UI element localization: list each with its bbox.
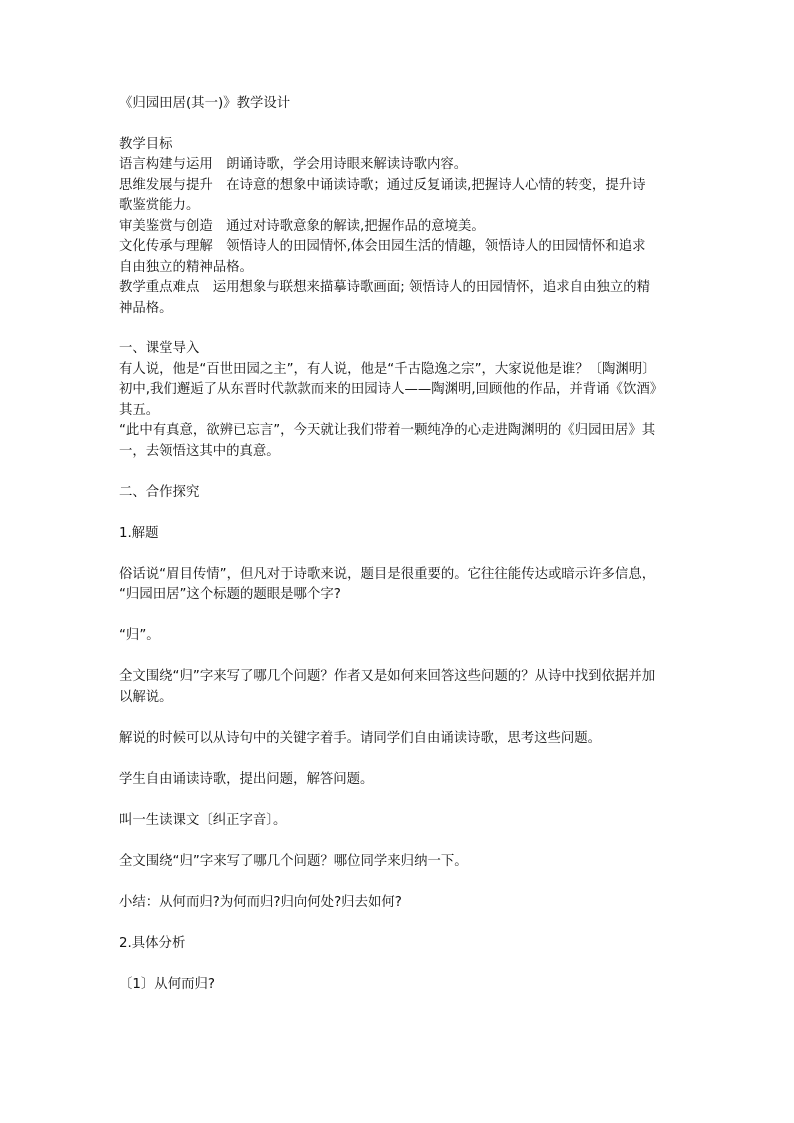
- paragraph-line: 以解说。: [119, 689, 173, 705]
- paragraph-line: 叫一生读课文〔纠正字音〕。: [119, 812, 287, 828]
- objectives-heading: 教学目标: [119, 136, 173, 152]
- subheading-from-where: 〔1〕从何而归?: [119, 976, 215, 992]
- objective-line: 思维发展与提升 在诗意的想象中诵读诗歌；通过反复诵读,把握诗人心情的转变，提升诗: [119, 177, 646, 193]
- paragraph-line: “归园田居”这个标题的题眼是哪个字?: [119, 587, 341, 602]
- section1-line: 初中,我们邂逅了从东晋时代款款而来的田园诗人——陶渊明,回顾他的作品，并背诵《饮酒》: [119, 382, 664, 397]
- section2-heading: 二、合作探究: [119, 484, 200, 500]
- section1-line: 其五。: [119, 402, 160, 418]
- subheading-title-analysis: 1.解题: [119, 525, 159, 541]
- objective-line: 审美鉴赏与创造 通过对诗歌意象的解读,把握作品的意境美。: [119, 218, 485, 234]
- document-title: 《归园田居(其一)》教学设计: [119, 96, 291, 111]
- objective-line: 教学重点难点 运用想象与联想来描摹诗歌画面; 领悟诗人的田园情怀，追求自由独立的精: [119, 280, 650, 295]
- objective-line: 自由独立的精神品格。: [119, 259, 253, 275]
- subheading-specific-analysis: 2.具体分析: [119, 935, 186, 951]
- section1-line: 有人说，他是“百世田园之主”，有人说，他是“千古隐逸之宗”，大家说他是谁？〔陶渊明〕: [119, 361, 656, 377]
- objective-line: 神品格。: [119, 300, 173, 316]
- document-body: [119, 94, 679, 995]
- paragraph-line: 解说的时候可以从诗句中的关键字着手。请同学们自由诵读诗歌，思考这些问题。: [119, 730, 602, 746]
- paragraph-answer: “归”。: [119, 628, 160, 643]
- paragraph-line: 全文围绕“归”字来写了哪几个问题？哪位同学来归纳一下。: [119, 853, 468, 869]
- section1-line: “此中有真意，欲辨已忘言”，今天就让我们带着一颗纯净的心走进陶渊明的《归园田居》其: [119, 423, 656, 438]
- section1-line: 一，去领悟这其中的真意。: [119, 443, 280, 459]
- paragraph-line: 学生自由诵读诗歌，提出问题，解答问题。: [119, 771, 374, 787]
- objective-line: 歌鉴赏能力。: [119, 198, 200, 213]
- section1-heading: 一、课堂导入: [119, 341, 200, 356]
- objective-line: 语言构建与运用 朗诵诗歌，学会用诗眼来解读诗歌内容。: [119, 157, 468, 172]
- paragraph-summary: 小结：从何而归?为何而归?归向何处?归去如何?: [119, 894, 402, 910]
- paragraph-line: 全文围绕“归”字来写了哪几个问题？作者又是如何来回答这些问题的？从诗中找到依据并加: [119, 669, 656, 684]
- objective-line: 文化传承与理解 领悟诗人的田园情怀,体会田园生活的情趣，领悟诗人的田园情怀和追求: [119, 239, 646, 254]
- paragraph-line: 俗话说“眉目传情”，但凡对于诗歌来说，题目是很重要的。它往往能传达或暗示许多信息，: [119, 566, 656, 582]
